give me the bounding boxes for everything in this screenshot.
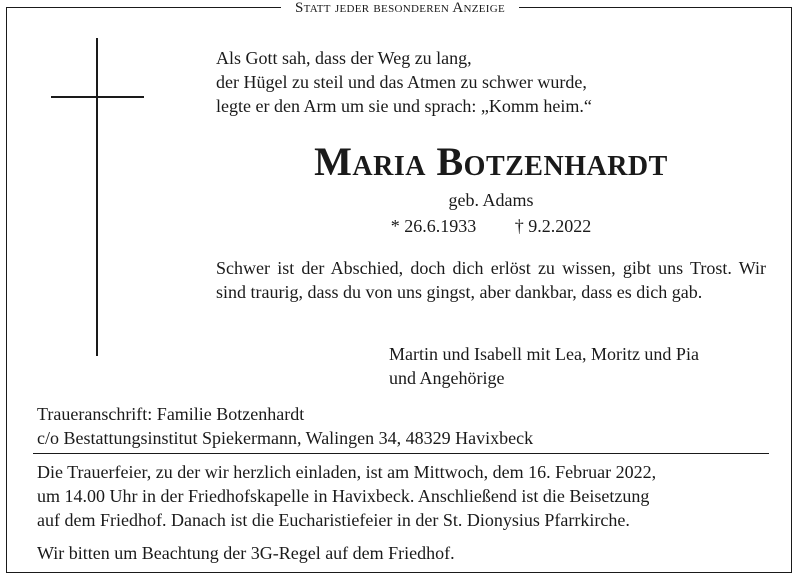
death-date: † 9.2.2022 bbox=[514, 216, 592, 236]
address-line: c/o Bestattungsinstitut Spiekermann, Walingen 34, 48329 Havixbeck bbox=[37, 428, 534, 448]
survivors-line: und Angehörige bbox=[389, 368, 505, 388]
notice-text: Wir bitten um Beachtung der 3G-Regel auf dem Friedhof. bbox=[37, 543, 455, 563]
ceremony-line: auf dem Friedhof. Danach ist die Eucharistiefeier in der St. Dionysius Pfarrkirche. bbox=[37, 510, 630, 530]
poem-line: der Hügel zu steil und das Atmen zu schwer wurde, bbox=[216, 72, 587, 92]
poem-line: Als Gott sah, dass der Weg zu lang, bbox=[216, 48, 472, 68]
life-dates bbox=[216, 214, 766, 238]
header-label bbox=[0, 0, 800, 16]
poem-line: legte er den Arm um sie und sprach: „Komm heim.“ bbox=[216, 96, 592, 116]
poem bbox=[216, 46, 592, 118]
farewell-text: Schwer ist der Abschied, doch dich erlöst zu wissen, gibt uns Trost. Wir sind traurig, dass du von uns gingst, aber dankbar, dass es dich gab. bbox=[216, 258, 766, 302]
maiden-name: geb. Adams bbox=[448, 190, 534, 210]
ceremony-line: um 14.00 Uhr in der Friedhofskapelle in Havixbeck. Anschließend ist die Beisetzung bbox=[37, 486, 650, 506]
mourning-address bbox=[37, 402, 533, 450]
birth-date: * 26.6.1933 bbox=[390, 216, 477, 236]
survivors bbox=[389, 342, 699, 390]
address-line: Traueranschrift: Familie Botzenhardt bbox=[37, 404, 305, 424]
ceremony-line: Die Trauerfeier, zu der wir herzlich einladen, ist am Mittwoch, dem 16. Februar 2022, bbox=[37, 462, 657, 482]
deceased-name: Maria Botzenhardt bbox=[314, 139, 668, 184]
header-label-text: Statt jeder besonderen Anzeige bbox=[281, 0, 519, 16]
survivors-line: Martin und Isabell mit Lea, Moritz und Pia bbox=[389, 344, 699, 364]
divider bbox=[33, 453, 769, 454]
cross-icon-horizontal-beam bbox=[51, 96, 144, 98]
cross-icon-vertical-beam bbox=[96, 38, 98, 356]
ceremony-details bbox=[37, 460, 656, 532]
